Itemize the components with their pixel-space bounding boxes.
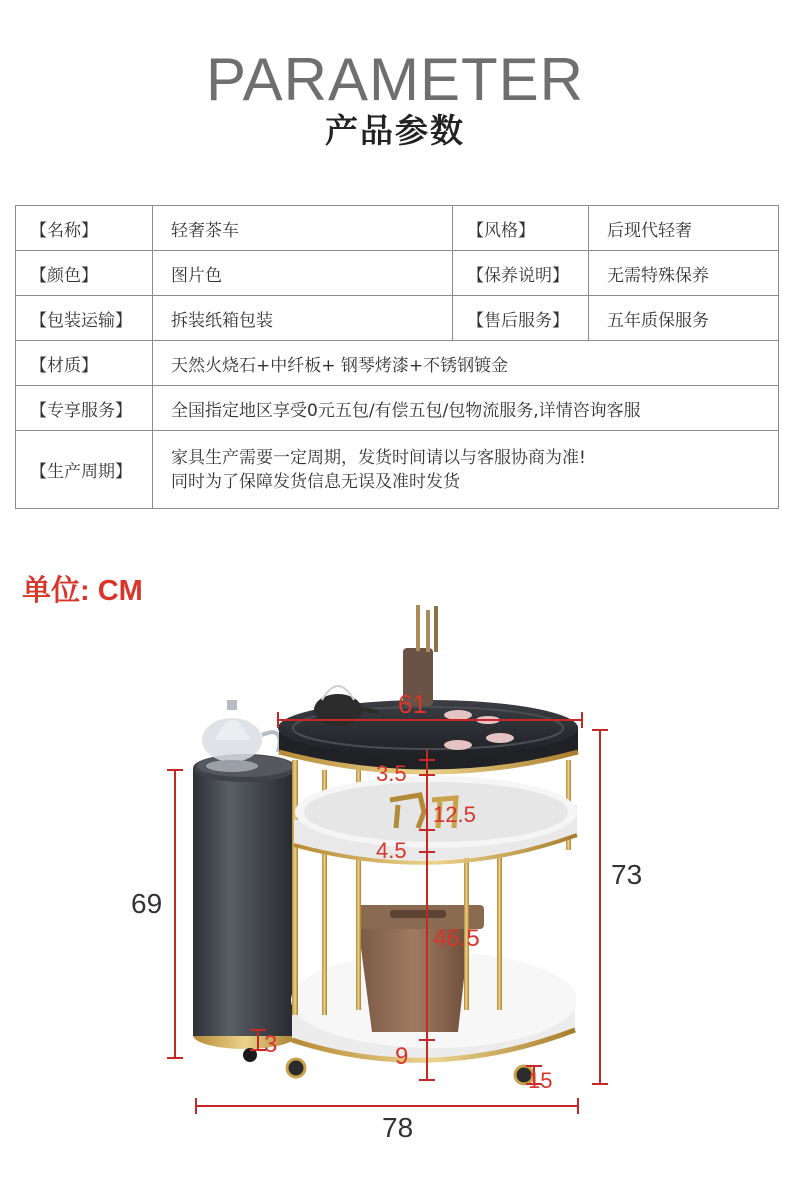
title-chinese: 产品参数 bbox=[325, 111, 465, 150]
dim-top-thickness: 3.5 bbox=[376, 761, 407, 786]
param-label-name: 【名称】 bbox=[16, 206, 153, 251]
side-cabinet bbox=[193, 754, 297, 1062]
dim-total-width: 78 bbox=[382, 1112, 414, 1143]
param-value-service: 全国指定地区享受0元五包/有偿五包/包物流服务,详情咨询客服 bbox=[153, 386, 779, 431]
dim-caster-height: 15 bbox=[528, 1068, 553, 1093]
table-row bbox=[16, 296, 779, 341]
param-label-service: 【专享服务】 bbox=[16, 386, 153, 431]
dim-bottom-clearance: 9 bbox=[395, 1043, 409, 1070]
param-value-after-sales: 五年质保服务 bbox=[589, 296, 779, 341]
dim-total-height: 73 bbox=[611, 859, 643, 890]
table-row bbox=[16, 386, 779, 431]
production-line-1: 家具生产需要一定周期，发货时间请以与客服协商为准! bbox=[171, 447, 586, 468]
param-label-after-sales: 【售后服务】 bbox=[453, 296, 589, 341]
param-label-care: 【保养说明】 bbox=[453, 251, 589, 296]
param-value-style: 后现代轻奢 bbox=[589, 206, 779, 251]
table-row bbox=[16, 341, 779, 386]
param-value-name: 轻奢茶车 bbox=[153, 206, 453, 251]
param-value-color: 图片色 bbox=[153, 251, 453, 296]
table-row bbox=[16, 251, 779, 296]
param-value-production bbox=[153, 431, 779, 509]
table-row bbox=[16, 431, 779, 509]
param-label-production: 【生产周期】 bbox=[16, 431, 153, 509]
dim-middle-thickness: 4.5 bbox=[376, 838, 407, 863]
product-dimension-image bbox=[0, 590, 790, 1150]
param-label-packaging: 【包装运输】 bbox=[16, 296, 153, 341]
dim-side-cabinet-height: 69 bbox=[131, 888, 163, 919]
dim-top-diameter: 61 bbox=[398, 689, 427, 719]
title-english: PARAMETER bbox=[206, 46, 584, 113]
dim-lower-gap: 46.5 bbox=[433, 925, 480, 952]
dim-middle-gap: 12.5 bbox=[433, 802, 476, 827]
param-label-color: 【颜色】 bbox=[16, 251, 153, 296]
parameter-table bbox=[15, 205, 779, 509]
param-value-care: 无需特殊保养 bbox=[589, 251, 779, 296]
param-label-material: 【材质】 bbox=[16, 341, 153, 386]
param-label-style: 【风格】 bbox=[453, 206, 589, 251]
dim-base-height: 3 bbox=[264, 1031, 278, 1058]
unit-label: 单位: CM bbox=[22, 575, 143, 607]
table-row bbox=[16, 206, 779, 251]
param-value-packaging: 拆装纸箱包装 bbox=[153, 296, 453, 341]
param-value-material: 天然火烧石+中纤板+ 钢琴烤漆+不锈钢镀金 bbox=[153, 341, 779, 386]
production-line-2: 同时为了保障发货信息无误及准时发货 bbox=[171, 471, 460, 492]
